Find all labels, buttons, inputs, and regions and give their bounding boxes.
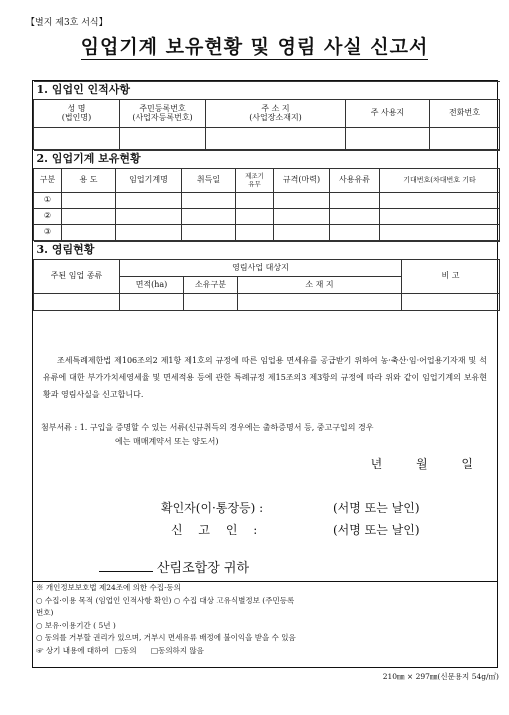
col-spec: 규격(마력) (274, 169, 330, 193)
union-name-blank[interactable] (99, 571, 153, 572)
privacy-consent: ※ 개인정보보호법 제24조에 의한 수집·동의 ○ 수집·이용 목적 (임업인 인적사항 확인) ○ 수집 대상 고유식별정보 (주민등록 번호) ○ 보유·이용기간 ( 5년 ) ○ 동의를 거부할 권리가 있으며, 거부시 면세유류 배정에 불이익을 받을 수 있음 ☞ 상기 내용에 대하여 □동의 □동의하지 않음 (33, 581, 497, 657)
input-phone[interactable] (430, 128, 500, 150)
col-machine-name: 임업기계명 (116, 169, 182, 193)
confirmer-signature[interactable]: (서명 또는 날인) (333, 501, 420, 515)
col-serial: 기대번호(차대번호 기타 (380, 169, 500, 193)
section1-title: 1. 임업인 인적사항 (34, 82, 500, 100)
col-usage-area: 주 사용지 (346, 100, 430, 128)
col-area: 면적(ha) (120, 277, 184, 294)
col-address: 주 소 지 (사업장소재지) (206, 100, 346, 128)
col-id-number: 주민등록번호 (사업자등록번호) (120, 100, 206, 128)
col-location: 소 재 지 (238, 277, 402, 294)
col-purpose: 용 도 (62, 169, 116, 193)
addressee: 산림조합장 귀하 (99, 557, 249, 576)
page-title: 임업기계 보유현황 및 영림 사실 신고서 (80, 36, 429, 58)
col-phone: 전화번호 (430, 100, 500, 128)
col-target-site: 영림사업 대상지 (120, 260, 402, 277)
form-frame (32, 80, 498, 668)
input-id-number[interactable] (120, 128, 206, 150)
confirmer-label: 확인자(이·통장등) : (161, 501, 264, 515)
agree-checkbox[interactable]: □동의 (115, 645, 137, 655)
section3-title: 3. 영림현황 (34, 242, 500, 260)
reporter-label: 신 고 인 : (171, 523, 264, 537)
form-number: 【별지 제3호 서식】 (26, 18, 108, 28)
input-usage-area[interactable] (346, 128, 430, 150)
col-name: 성 명 (법인명) (34, 100, 120, 128)
row-mark: ② (34, 209, 62, 225)
row-mark: ③ (34, 225, 62, 241)
section2-table (33, 150, 500, 241)
reporter-signature[interactable]: (서명 또는 날인) (333, 523, 420, 537)
col-maker: 제조기 유무 (236, 169, 274, 193)
col-fuel: 사용유류 (330, 169, 380, 193)
section2-title: 2. 임업기계 보유현황 (34, 151, 500, 169)
declaration-text: 조세특례제한법 제106조의2 제1항 제1호의 규정에 따른 임업용 면세유를 공급받기 위하여 농·축산·임·어업용기자재 및 석유류에 대한 부가가치세영세율 및 면세적용 등에 관한 특례규정 제15조의3 제3항의 규정에 따라 위와 같이 임업기계의 보유현황과 영림사실을 신고합니다. (43, 356, 487, 399)
section1-table (33, 81, 500, 150)
col-remarks: 비 고 (402, 260, 500, 294)
disagree-checkbox[interactable]: □동의하지 않음 (150, 645, 204, 655)
col-category: 구분 (34, 169, 62, 193)
section3-table (33, 241, 500, 311)
col-ownership: 소유구분 (184, 277, 238, 294)
input-name[interactable] (34, 128, 120, 150)
col-forestry-type: 주된 임업 종류 (34, 260, 120, 294)
date-line: 년 월 일 (370, 457, 475, 471)
row-mark: ① (34, 193, 62, 209)
paper-size: 210㎜ × 297㎜(신문용지 54g/㎡) (382, 672, 499, 681)
input-address[interactable] (206, 128, 346, 150)
col-acquired-date: 취득일 (182, 169, 236, 193)
attachment-list: 첨부서류 : 1. 구입을 증명할 수 있는 서류(신규취득의 경우에는 출하증명서 등, 중고구입의 경우 에는 매매계약서 또는 양도서) (41, 423, 374, 446)
